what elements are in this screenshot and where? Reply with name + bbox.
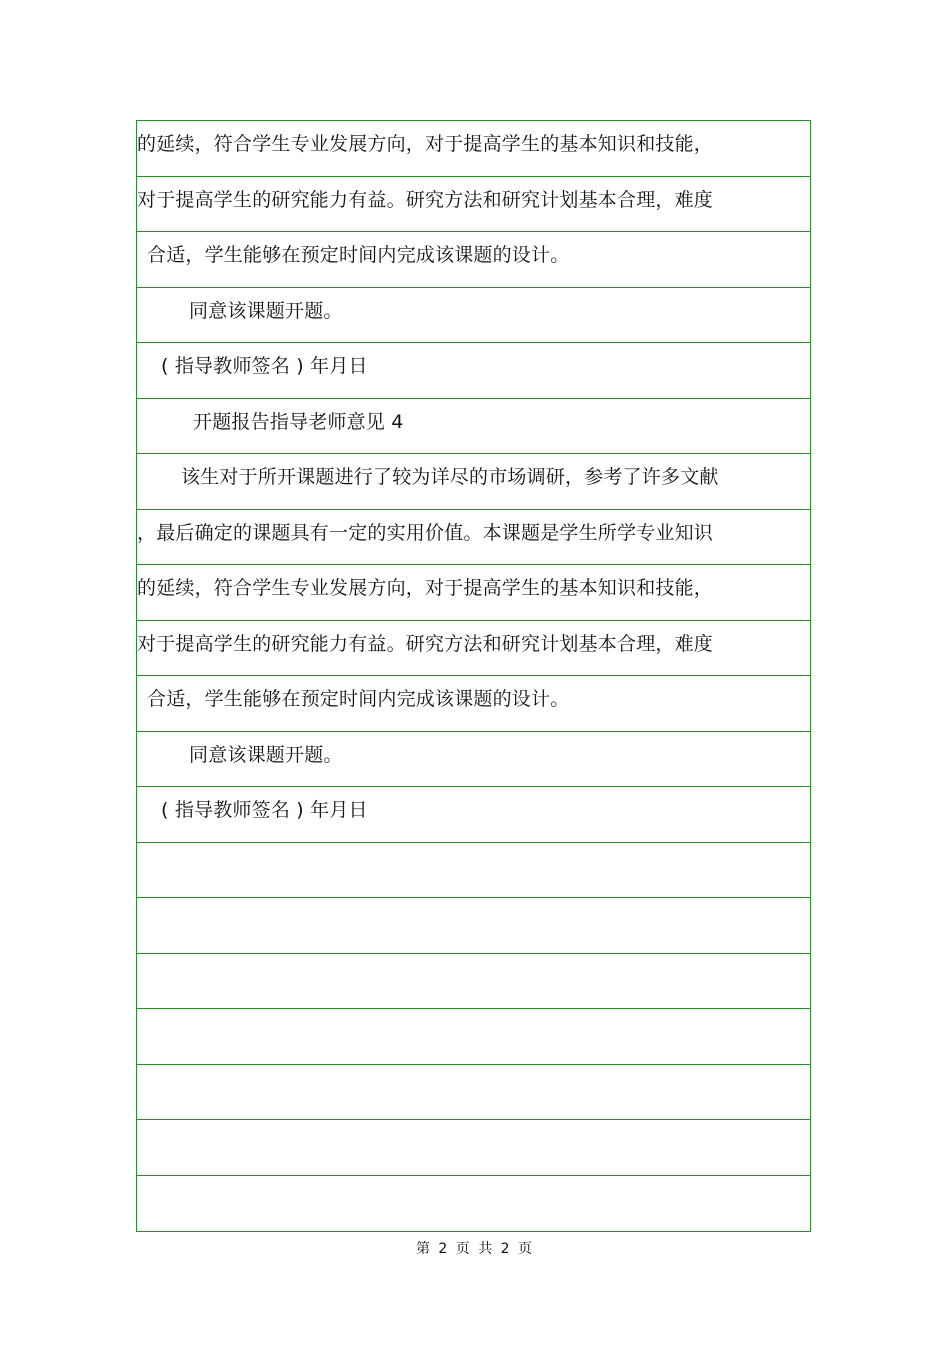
signature-line: ( 指导教师签名 ) 年月日 (161, 355, 368, 377)
form-row (137, 399, 810, 455)
form-row (137, 510, 810, 566)
row-text: 合适，学生能够在预定时间内完成该课题的设计。 (147, 688, 570, 710)
empty-row (137, 1120, 810, 1176)
signature-line: ( 指导教师签名 ) 年月日 (161, 799, 368, 821)
form-row (137, 177, 810, 233)
form-row (137, 621, 810, 677)
empty-row (137, 843, 810, 899)
form-row (137, 288, 810, 344)
row-text: 的延续，符合学生专业发展方向，对于提高学生的基本知识和技能， (137, 577, 714, 599)
empty-row (137, 1009, 810, 1065)
form-row (137, 121, 810, 177)
form-row (137, 787, 810, 843)
form-sheet (136, 120, 811, 1232)
form-row (137, 676, 810, 732)
row-text: 同意该课题开题。 (189, 299, 343, 322)
row-text: 该生对于所开课题进行了较为详尽的市场调研，参考了许多文献 (181, 466, 719, 488)
page-footer: 第 2 页 共 2 页 (415, 1241, 535, 1257)
row-text: 同意该课题开题。 (189, 743, 343, 766)
empty-row (137, 898, 810, 954)
row-text: 对于提高学生的研究能力有益。研究方法和研究计划基本合理，难度 (137, 188, 714, 211)
empty-row (137, 1065, 810, 1121)
form-row (137, 732, 810, 788)
form-row (137, 565, 810, 621)
row-text: 的延续，符合学生专业发展方向，对于提高学生的基本知识和技能， (137, 133, 714, 155)
form-row (137, 454, 810, 510)
section-heading: 开题报告指导老师意见 4 (193, 410, 404, 433)
empty-row (137, 1176, 810, 1232)
row-text: ，最后确定的课题具有一定的实用价值。本课题是学生所学专业知识 (137, 521, 714, 544)
empty-row (137, 954, 810, 1010)
form-row (137, 343, 810, 399)
form-row (137, 232, 810, 288)
row-text: 对于提高学生的研究能力有益。研究方法和研究计划基本合理，难度 (137, 632, 714, 655)
row-text: 合适，学生能够在预定时间内完成该课题的设计。 (147, 244, 570, 266)
